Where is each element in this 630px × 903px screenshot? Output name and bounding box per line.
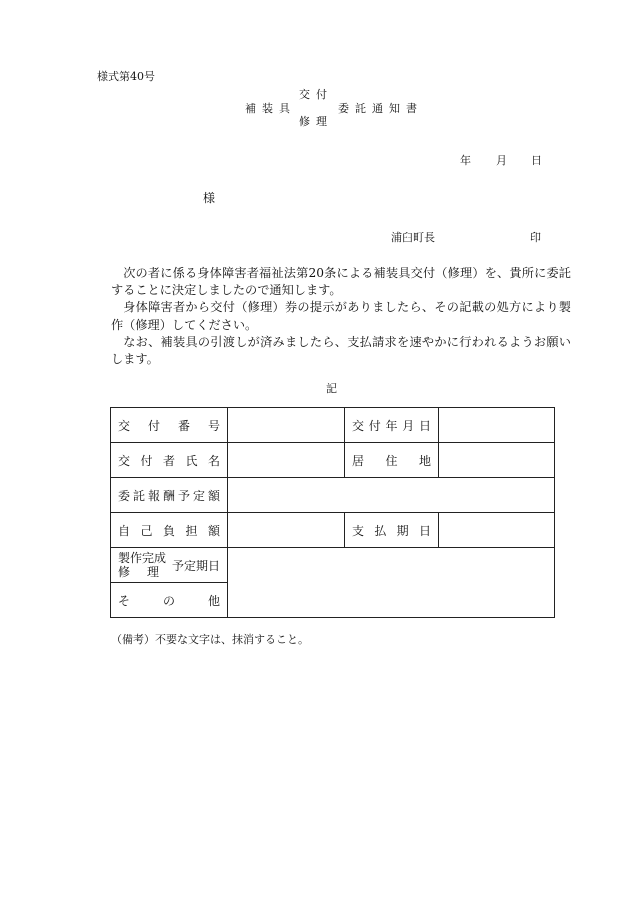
issuer-seal: 印 [530,231,541,244]
body-paragraph-3: なお、補装具の引渡しが済みましたら、支払請求を速やかに行われるようお願いします。 [111,334,571,367]
label-made-completion: 製作完成 [118,551,167,565]
value-recipient-name[interactable] [228,443,345,478]
table-row [111,513,555,548]
value-self-pay[interactable] [228,513,345,548]
label-made-repair: 修 理 [118,565,160,579]
value-commission-fee[interactable] [228,478,555,513]
value-scheduled-and-other[interactable] [228,548,555,618]
issuer-name: 浦臼町長 [391,231,435,244]
addressee-honorific: 様 [203,191,216,205]
date-year: 年 [460,154,471,167]
date-day: 日 [531,154,542,167]
value-delivery-number[interactable] [228,408,345,443]
label-other: その他 [111,583,228,618]
date-month: 月 [496,154,507,167]
table-row [111,408,555,443]
value-delivery-date[interactable] [439,408,555,443]
details-table [110,407,555,618]
label-self-pay: 自己負担額 [111,513,228,548]
table-row [111,548,555,583]
title-option-bottom: 修理 [299,115,333,128]
ki-heading: 記 [326,382,337,395]
table-row [111,478,555,513]
form-number: 様式第40号 [97,70,155,83]
label-payment-due: 支払期日 [345,513,439,548]
body-text [111,265,571,368]
label-scheduled-completion [111,548,228,583]
note: （備考）不要な文字は、抹消すること。 [111,633,309,646]
label-delivery-number: 交付番号 [111,408,228,443]
label-scheduled-date: 予定期日 [172,558,221,573]
label-residence: 居住地 [345,443,439,478]
title-item: 補装具 [245,102,296,115]
body-paragraph-2: 身体障害者から交付（修理）券の提示がありましたら、その記載の処方により製作（修理）してください。 [111,300,571,332]
value-residence[interactable] [439,443,555,478]
title-option-top: 交付 [299,88,333,101]
label-delivery-date: 交付年月日 [345,408,439,443]
table-row [111,443,555,478]
label-commission-fee: 委託報酬予定額 [111,478,228,513]
value-payment-due[interactable] [439,513,555,548]
body-paragraph-1: 次の者に係る身体障害者福祉法第20条による補装具交付（修理）を、貴所に委託することに決定しましたので通知します。 [111,266,571,298]
title-suffix: 委託通知書 [338,102,423,115]
label-recipient-name: 交付者氏名 [111,443,228,478]
